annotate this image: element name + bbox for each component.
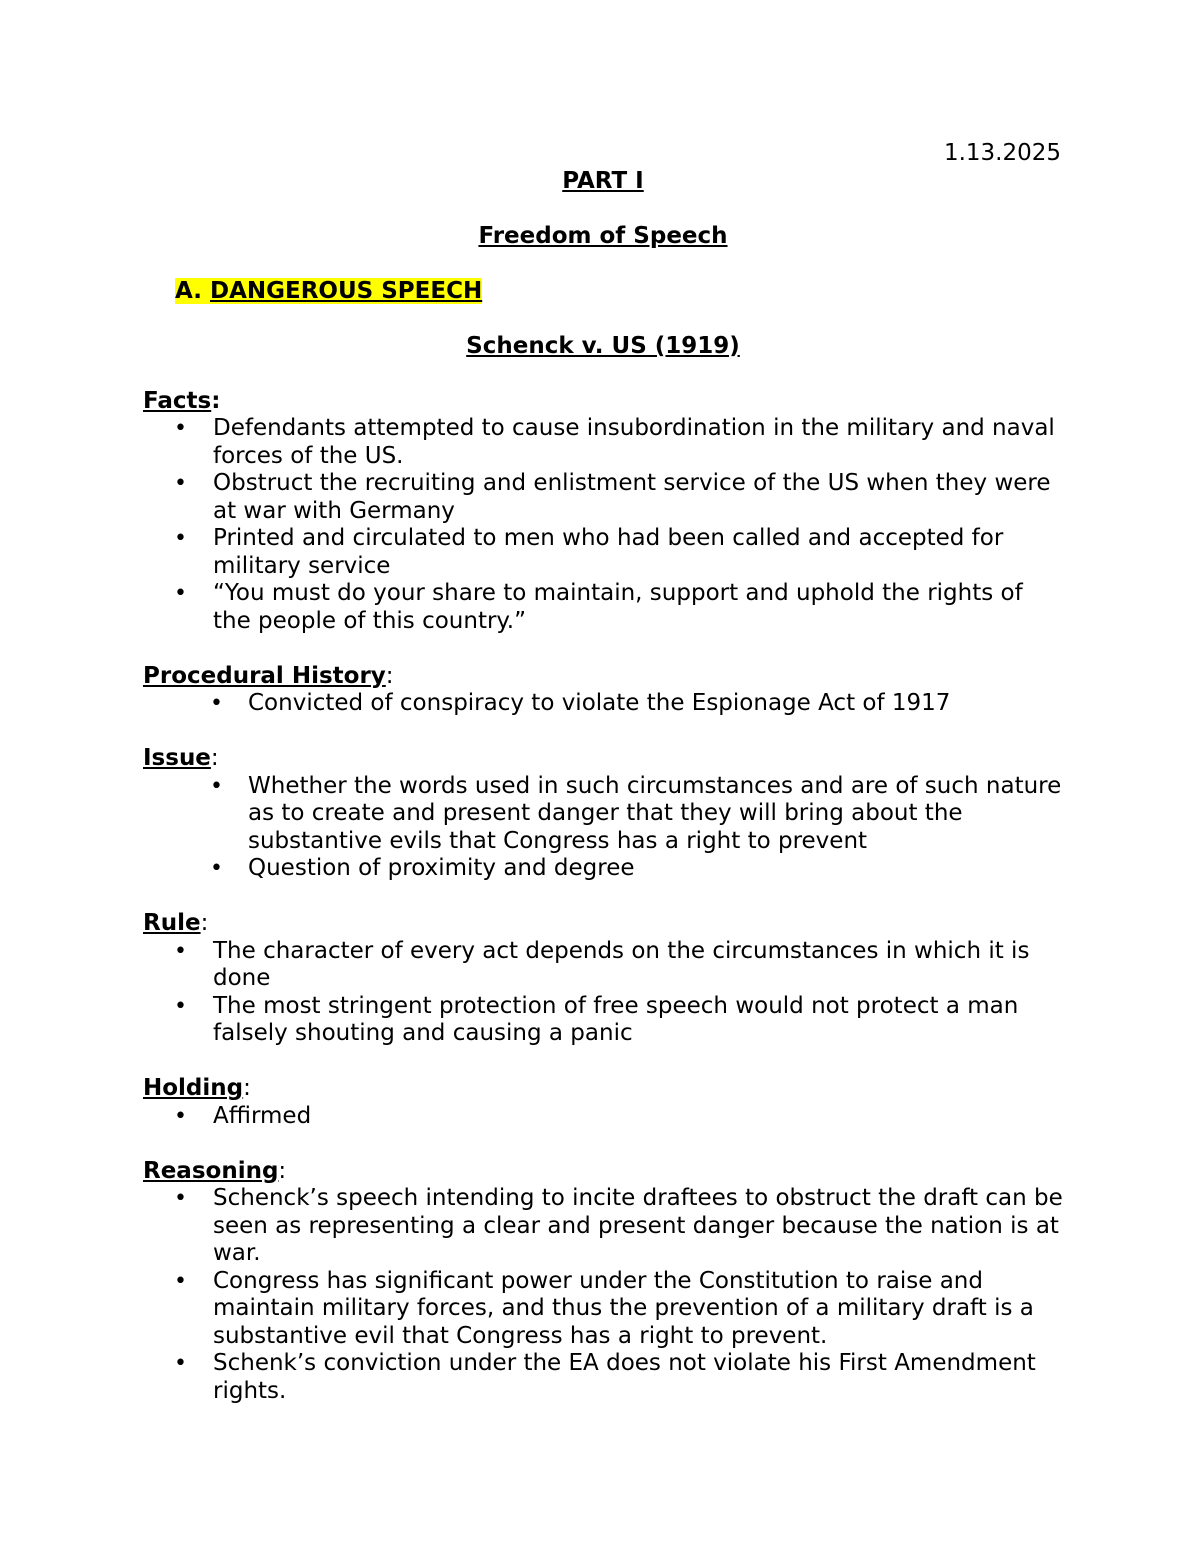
list-item: • Printed and circulated to men who had been called and accepted for military service [174, 525, 1004, 579]
list-item: • The character of every act depends on the circumstances in which it is done [174, 937, 1030, 991]
section-heading [175, 278, 1063, 306]
list-item: • Convicted of conspiracy to violate the Espionage Act of 1917 [210, 690, 951, 716]
reasoning-list [143, 1185, 1063, 1405]
procedural-history-heading: Procedural History: [143, 662, 394, 689]
list-item: • Congress has significant power under the Constitution to raise and maintain military forces, and thus the prevention of a military draft is a substantive evil that Congress has a right to prevent. [174, 1267, 1034, 1349]
list-item: • Affirmed [174, 1102, 312, 1129]
document-content [143, 140, 1063, 1405]
case-title: Schenck v. US (1919) [466, 332, 740, 359]
list-item: • The most stringent protection of free speech would not protect a man falsely shouting and causing a panic [174, 992, 1019, 1046]
facts-heading: Facts: [143, 387, 221, 414]
list-item: • Question of proximity and degree [210, 855, 635, 881]
section-title: DANGEROUS SPEECH [209, 277, 483, 304]
rule-heading: Rule: [143, 910, 209, 936]
reasoning-heading: Reasoning: [143, 1157, 287, 1184]
issue-heading: Issue: [143, 745, 219, 771]
list-item: • “You must do your share to maintain, support and uphold the rights of the people of this country.” [174, 580, 1023, 634]
part-heading: PART I [562, 167, 644, 194]
issue-list [143, 773, 1063, 883]
list-item: • Obstruct the recruiting and enlistment service of the US when they were at war with Germany [174, 470, 1051, 524]
topic-heading: Freedom of Speech [478, 222, 728, 249]
holding-heading: Holding: [143, 1075, 251, 1101]
rule-list [143, 938, 1063, 1048]
list-item: • Defendants attempted to cause insubordination in the military and naval forces of the US. [174, 415, 1055, 469]
facts-list [143, 415, 1063, 635]
holding-list [143, 1103, 1063, 1131]
list-item: • Schenk’s conviction under the EA does not violate his First Amendment rights. [174, 1350, 1036, 1404]
procedural-history-list [143, 690, 1063, 718]
document-date: 1.13.2025 [943, 140, 1061, 166]
list-item: • Whether the words used in such circumstances and are of such nature as to create and present danger that they will bring about the substantive evils that Congress has a right to prevent [210, 772, 1062, 854]
list-item: • Schenck’s speech intending to incite draftees to obstruct the draft can be seen as representing a clear and present danger because the nation is at war. [174, 1185, 1063, 1266]
section-prefix: A. [175, 277, 202, 304]
